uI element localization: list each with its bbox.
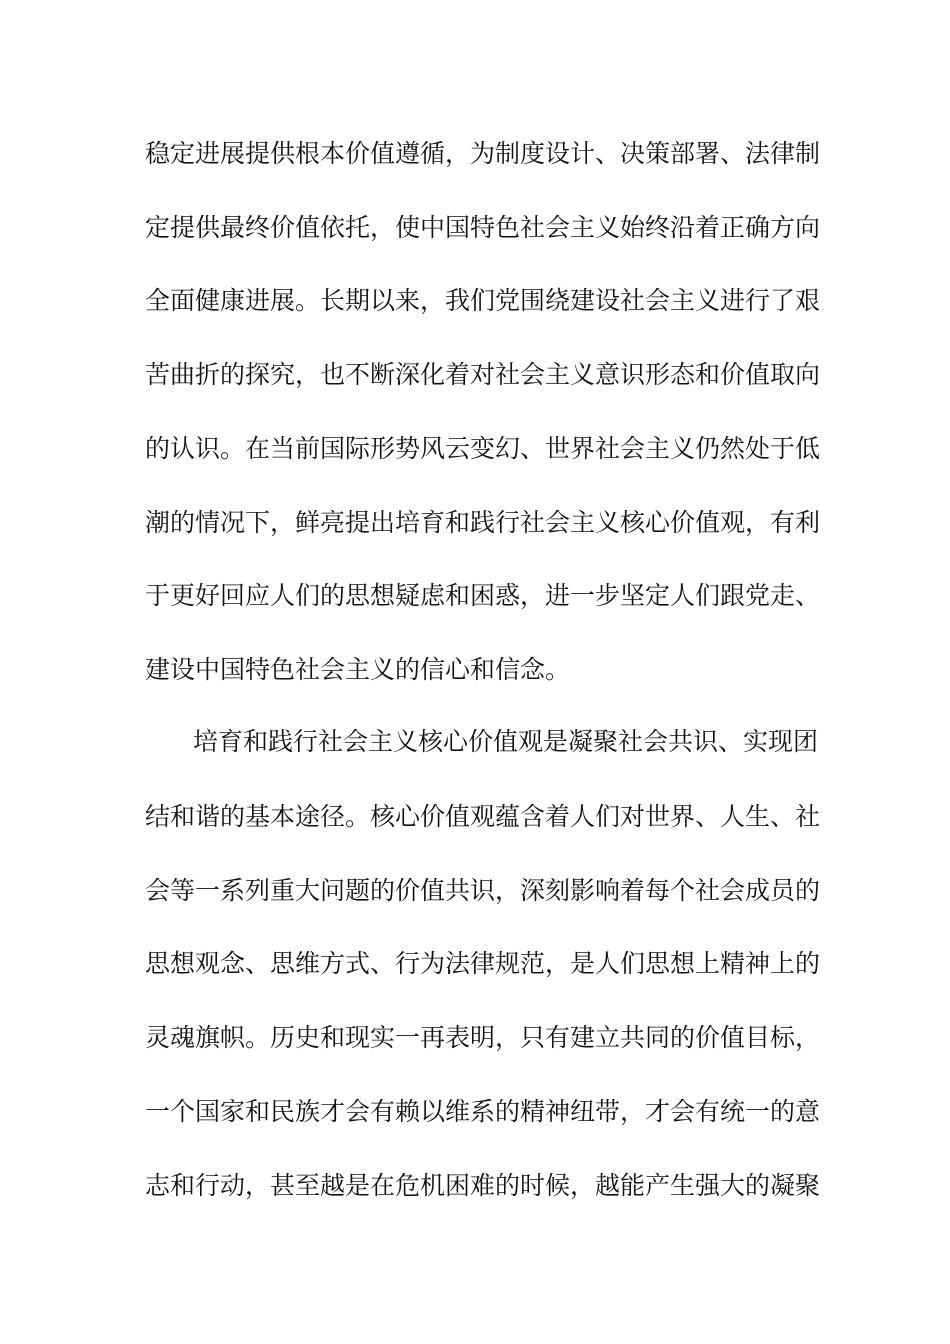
text-line-14: 一个国家和民族才会有赖以维系的精神纽带，才会有统一的意: [145, 1097, 821, 1126]
text-line-13: 灵魂旗帜。历史和现实一再表明，只有建立共同的价值目标，: [145, 1023, 821, 1052]
text-line-11: 会等一系列重大问题的价值共识，深刻影响着每个社会成员的: [145, 876, 821, 905]
text-line-8: 建设中国特色社会主义的信心和信念。: [145, 655, 571, 684]
text-line-9: 培育和践行社会主义核心价值观是凝聚社会共识、实现团: [193, 727, 819, 756]
text-line-10: 结和谐的基本途径。核心价值观蕴含着人们对世界、人生、社: [145, 802, 821, 831]
text-line-12: 思想观念、思维方式、行为法律规范，是人们思想上精神上的: [145, 949, 821, 978]
text-line-7: 于更好回应人们的思想疑虑和困惑，进一步坚定人们跟党走、: [145, 581, 821, 610]
text-line-1: 稳定进展提供根本价值遵循，为制度设计、决策部署、法律制: [145, 139, 821, 168]
text-line-3: 全面健康进展。长期以来，我们党围绕建设社会主义进行了艰: [145, 286, 821, 315]
text-line-5: 的认识。在当前国际形势风云变幻、世界社会主义仍然处于低: [145, 434, 821, 463]
text-line-2: 定提供最终价值依托，使中国特色社会主义始终沿着正确方向: [145, 213, 821, 242]
text-line-15: 志和行动，甚至越是在危机困难的时候，越能产生强大的凝聚: [145, 1171, 821, 1200]
text-line-4: 苦曲折的探究，也不断深化着对社会主义意识形态和价值取向: [145, 360, 821, 389]
text-line-6: 潮的情况下，鲜亮提出培育和践行社会主义核心价值观，有利: [145, 508, 821, 537]
